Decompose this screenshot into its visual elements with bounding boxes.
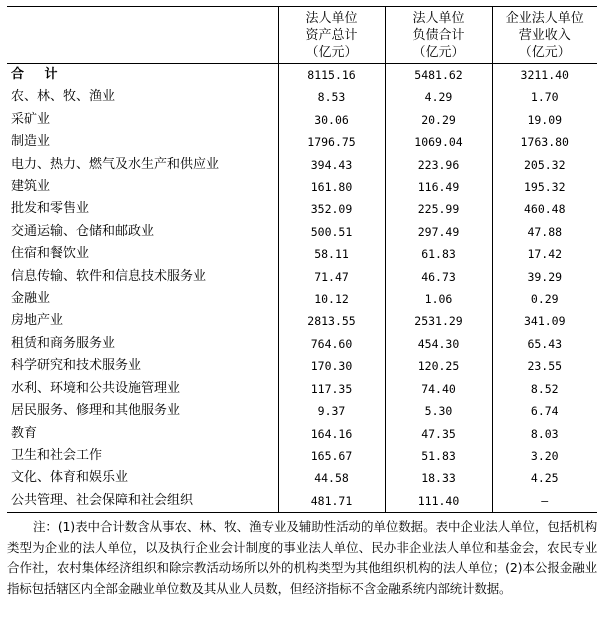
industry-cell: 批发和零售业 [7,198,278,220]
header-revenue-line2: 营业收入 [518,27,571,43]
header-assets-line1: 法人单位 [305,10,358,26]
assets-cell: 165.67 [278,445,385,467]
footnote: 注：(1)表中合计数含从事农、林、牧、渔专业及辅助性活动的单位数据。表中企业法人单位，包括机构类型为企业的法人单位，以及执行企业会计制度的事业法人单位、民办非企业法人单位和基金会，农民专业合作社，农村集体经济组织和除宗教活动场所以外的机构类型为其他组织机构的法人单位；(2)本公报金融业指标包括辖区内全部金融业单位数及其从业人员数，但经济指标不含金融系统内部统计数据。 [7,519,597,596]
table-row [7,310,597,332]
industry-cell: 电力、热力、燃气及水生产和供应业 [7,154,278,176]
revenue-cell: 195.32 [523,180,566,195]
industry-cell: 住宿和餐饮业 [7,243,278,265]
industry-cell: 房地产业 [7,310,278,332]
liabilities-cell: 46.73 [385,266,492,288]
industry-cell: 租赁和商务服务业 [7,333,278,355]
table-row [7,355,597,377]
table-row [7,243,597,265]
table-row [7,467,597,489]
assets-cell: 352.09 [278,198,385,220]
revenue-cell: 3211.40 [520,68,569,82]
header-assets-line3: （亿元） [305,44,358,60]
table-row [7,333,597,355]
industry-cell: 卫生和社会工作 [7,445,278,467]
revenue-cell: 4.25 [530,471,559,486]
assets-cell: 394.43 [278,154,385,176]
table-row [7,221,597,243]
industry-cell: 文化、体育和娱乐业 [7,467,278,489]
liabilities-cell: 1069.04 [385,131,492,153]
revenue-cell: 17.42 [527,247,563,262]
table-row [7,109,597,131]
table-row [7,445,597,467]
industry-cell: 农、林、牧、渔业 [7,86,278,108]
assets-cell: 58.11 [278,243,385,265]
assets-cell: 1796.75 [278,131,385,153]
table-row [7,288,597,310]
liabilities-cell: 223.96 [385,154,492,176]
header-assets-line2: 资产总计 [305,27,358,43]
revenue-cell: 23.55 [527,359,563,374]
assets-cell: 2813.55 [278,310,385,332]
assets-cell: 161.80 [278,176,385,198]
table-header-row [7,7,597,64]
assets-cell: 44.58 [278,467,385,489]
header-liabilities-line3: （亿元） [412,44,465,60]
industry-cell: 信息传输、软件和信息技术服务业 [7,266,278,288]
assets-cell: 481.71 [278,490,385,513]
table-row [7,198,597,220]
revenue-cell: 1763.80 [520,135,569,150]
industry-cell: 公共管理、社会保障和社会组织 [7,490,278,513]
liabilities-cell: 20.29 [385,109,492,131]
assets-cell: 71.47 [278,266,385,288]
industry-cell: 居民服务、修理和其他服务业 [7,400,278,422]
table-row [7,266,597,288]
assets-cell: 9.37 [278,400,385,422]
liabilities-cell: 111.40 [385,490,492,513]
liabilities-cell: 297.49 [385,221,492,243]
assets-cell: 170.30 [278,355,385,377]
assets-cell: 117.35 [278,378,385,400]
header-revenue-line1: 企业法人单位 [505,10,584,26]
liabilities-cell: 5.30 [385,400,492,422]
liabilities-cell: 225.99 [385,198,492,220]
table-row [7,378,597,400]
table-row [7,400,597,422]
liabilities-cell: 47.35 [385,423,492,445]
revenue-cell: 65.43 [527,336,563,351]
industry-cell: 水利、环境和公共设施管理业 [7,378,278,400]
revenue-cell: 1.70 [530,90,559,105]
liabilities-cell: 74.40 [385,378,492,400]
liabilities-cell: 120.25 [385,355,492,377]
assets-cell: 8.53 [278,86,385,108]
revenue-cell: 3.20 [530,448,559,463]
liabilities-cell: 61.83 [385,243,492,265]
revenue-cell: 6.74 [530,404,559,419]
assets-cell: 764.60 [278,333,385,355]
revenue-cell: 0.29 [530,292,559,307]
liabilities-cell: 454.30 [385,333,492,355]
revenue-cell: 460.48 [523,202,566,217]
header-liabilities [385,7,492,64]
revenue-cell: 8.03 [530,426,559,441]
table-row [7,423,597,445]
assets-cell: 30.06 [278,109,385,131]
header-revenue-line3: （亿元） [518,44,571,60]
liabilities-cell: 18.33 [385,467,492,489]
industry-cell: 采矿业 [7,109,278,131]
industry-cell: 建筑业 [7,176,278,198]
assets-cell: 8115.16 [278,64,385,87]
assets-cell: 10.12 [278,288,385,310]
assets-cell: 500.51 [278,221,385,243]
header-revenue [492,7,597,64]
industry-cell: 科学研究和技术服务业 [7,355,278,377]
legal-entity-finance-table [7,6,597,513]
table-row [7,86,597,108]
table-row [7,131,597,153]
header-liabilities-line2: 负债合计 [412,27,465,43]
table-row-total [7,64,597,87]
table-row [7,176,597,198]
revenue-cell: 8.52 [530,381,559,396]
table-row [7,490,597,513]
revenue-cell: 341.09 [523,314,566,329]
header-assets [278,7,385,64]
assets-cell: 164.16 [278,423,385,445]
liabilities-cell: 116.49 [385,176,492,198]
table-body [7,64,597,513]
table-row [7,154,597,176]
liabilities-cell: 2531.29 [385,310,492,332]
revenue-cell: — [492,490,597,513]
industry-cell: 合 计 [7,64,278,87]
header-liabilities-line1: 法人单位 [412,10,465,26]
liabilities-cell: 1.06 [385,288,492,310]
industry-cell: 教育 [7,423,278,445]
industry-cell: 制造业 [7,131,278,153]
statistics-table-container [7,6,597,599]
revenue-cell: 39.29 [527,269,563,284]
industry-cell: 金融业 [7,288,278,310]
header-industry [7,7,278,64]
revenue-cell: 47.88 [527,224,563,239]
revenue-cell: 205.32 [523,157,566,172]
liabilities-cell: 51.83 [385,445,492,467]
industry-cell: 交通运输、仓储和邮政业 [7,221,278,243]
liabilities-cell: 5481.62 [385,64,492,87]
revenue-cell: 19.09 [527,112,563,127]
liabilities-cell: 4.29 [385,86,492,108]
